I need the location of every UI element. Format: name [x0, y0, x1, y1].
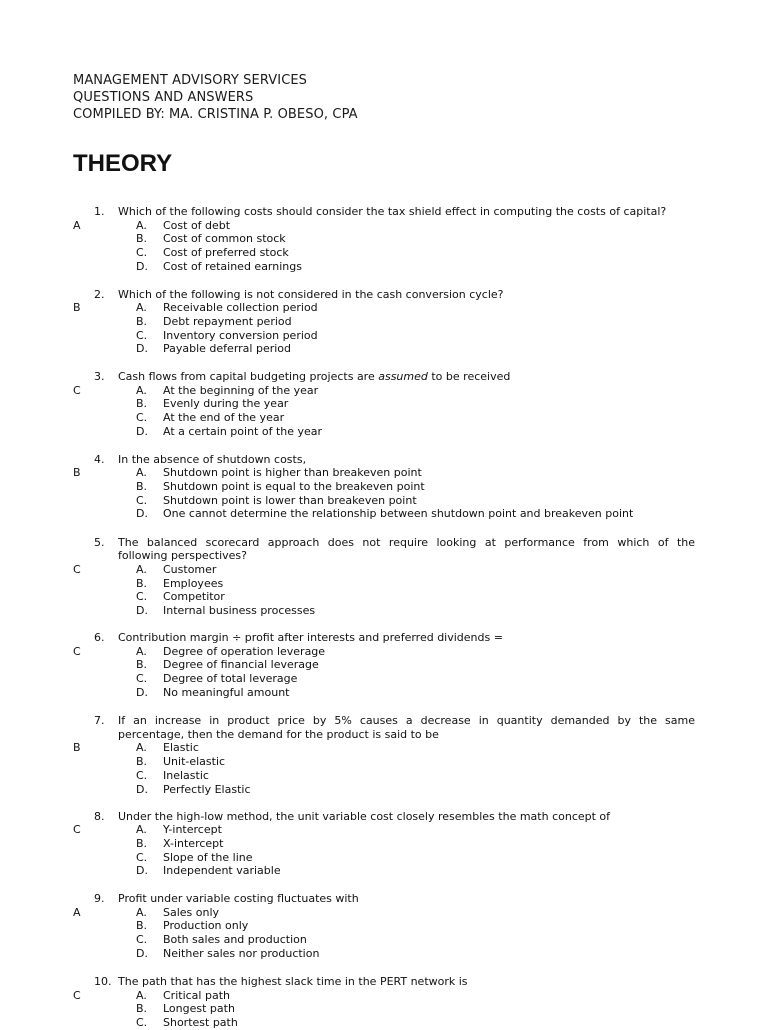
- question-stem: In the absence of shutdown costs,: [118, 452, 307, 466]
- option-text: Competitor: [163, 590, 225, 604]
- question-number: 9.: [94, 892, 105, 905]
- question-stem: Contribution margin ÷ profit after interests and preferred dividends =: [118, 631, 503, 644]
- option-letter: B.: [136, 314, 148, 328]
- question-stem: Profit under variable costing fluctuates with: [118, 892, 359, 905]
- option-text: Receivable collection period: [163, 301, 318, 315]
- option-letter: D.: [136, 782, 148, 796]
- option-letter: D.: [136, 424, 148, 438]
- option-letter: D.: [136, 946, 148, 960]
- option-letter: B.: [136, 479, 148, 493]
- option-letter: A.: [136, 383, 147, 397]
- option-text: Cost of debt: [163, 218, 231, 232]
- question-stem-text: Cash flows from capital budgeting projects are: [118, 370, 379, 383]
- option-letter: B.: [136, 576, 148, 590]
- option-text: Shortest path: [163, 1016, 238, 1030]
- option-text: No meaningful amount: [163, 685, 290, 699]
- question-number: 2.: [94, 287, 105, 301]
- option-letter: D.: [136, 685, 148, 699]
- option-letter: B.: [136, 836, 148, 850]
- option-text: Evenly during the year: [163, 397, 289, 411]
- answer-key: B: [73, 301, 81, 315]
- option-letter: C.: [136, 850, 148, 864]
- doc-header-line-1: MANAGEMENT ADVISORY SERVICES: [73, 73, 308, 88]
- doc-header-line-3: COMPILED BY: MA. CRISTINA P. OBESO, CPA: [73, 107, 358, 122]
- answer-key: C: [73, 988, 81, 1002]
- option-text: Inventory conversion period: [163, 328, 318, 342]
- option-letter: A.: [136, 466, 147, 480]
- question-stem: [118, 714, 695, 741]
- option-text: Cost of preferred stock: [163, 246, 289, 260]
- option-text: Employees: [163, 576, 224, 590]
- question-stem: [118, 536, 695, 563]
- option-text: Critical path: [163, 988, 230, 1002]
- option-letter: B.: [136, 919, 148, 933]
- question-stem-line: following perspectives?: [118, 549, 247, 563]
- option-letter: C.: [136, 328, 148, 342]
- option-text: Longest path: [163, 1002, 235, 1016]
- option-text: Internal business processes: [163, 604, 316, 617]
- option-letter: B.: [136, 658, 148, 672]
- option-text: Degree of financial leverage: [163, 658, 319, 672]
- option-text: Payable deferral period: [163, 342, 292, 356]
- option-letter: D.: [136, 507, 148, 521]
- question-number: 5.: [94, 535, 105, 549]
- answer-key: C: [73, 644, 81, 658]
- option-letter: B.: [136, 755, 148, 769]
- option-text: Degree of total leverage: [163, 672, 298, 686]
- option-text: Shutdown point is higher than breakeven point: [163, 466, 422, 480]
- option-letter: C.: [136, 672, 148, 686]
- question-number: 10.: [94, 975, 112, 988]
- option-letter: C.: [136, 768, 148, 782]
- option-text: Shutdown point is equal to the breakeven point: [163, 479, 425, 493]
- option-text: Inelastic: [163, 768, 209, 782]
- option-text: At a certain point of the year: [163, 424, 323, 438]
- question-number: 8.: [94, 809, 105, 823]
- section-title: THEORY: [73, 150, 173, 177]
- option-text: Debt repayment period: [163, 314, 292, 328]
- option-letter: A.: [136, 741, 147, 755]
- answer-key: B: [73, 741, 81, 755]
- question-stem-text: to be received: [427, 370, 511, 383]
- option-letter: C.: [136, 493, 148, 507]
- option-letter: C.: [136, 246, 148, 260]
- question-stem-emphasis: assumed: [378, 370, 428, 383]
- question-stem: [118, 370, 695, 384]
- question-stem: Which of the following is not considered in the cash conversion cycle?: [118, 287, 504, 301]
- option-letter: A.: [136, 905, 147, 919]
- question-stem: Under the high-low method, the unit variable cost closely resembles the math concept of: [118, 809, 611, 823]
- answer-key: C: [73, 823, 81, 837]
- option-text: Unit-elastic: [163, 755, 226, 769]
- option-text: Y-intercept: [163, 823, 222, 837]
- option-text: Degree of operation leverage: [163, 644, 326, 658]
- option-text: At the beginning of the year: [163, 383, 319, 397]
- option-text: One cannot determine the relationship between shutdown point and breakeven point: [163, 507, 634, 521]
- option-letter: D.: [136, 259, 148, 273]
- option-letter: D.: [136, 342, 148, 356]
- answer-key: C: [73, 383, 81, 397]
- option-text: X-intercept: [163, 836, 224, 850]
- option-letter: A.: [136, 823, 147, 837]
- option-text: Neither sales nor production: [163, 946, 320, 960]
- answer-key: A: [73, 218, 81, 232]
- option-letter: A.: [136, 562, 147, 576]
- option-letter: B.: [136, 1002, 148, 1016]
- option-text: Slope of the line: [163, 850, 253, 864]
- question-number: 1.: [94, 205, 105, 218]
- option-letter: C.: [136, 1016, 148, 1030]
- question-stem-line: percentage, then the demand for the product is said to be: [118, 727, 439, 741]
- option-letter: B.: [136, 397, 148, 411]
- answer-key: C: [73, 562, 81, 576]
- question-number: 6.: [94, 631, 105, 644]
- question-number: 3.: [94, 370, 105, 383]
- option-letter: C.: [136, 411, 148, 425]
- option-letter: D.: [136, 604, 148, 617]
- question-stem: Which of the following costs should consider the tax shield effect in computing the costs of capital?: [118, 205, 667, 218]
- doc-header-line-2: QUESTIONS AND ANSWERS: [73, 90, 254, 105]
- option-letter: A.: [136, 301, 147, 315]
- question-stem-line: The balanced scorecard approach does not require looking at performance from which of the: [118, 535, 695, 549]
- answer-key: B: [73, 466, 81, 480]
- question-number: 4.: [94, 452, 105, 466]
- option-text: Independent variable: [163, 864, 281, 878]
- option-text: Cost of common stock: [163, 232, 286, 246]
- option-text: At the end of the year: [163, 411, 285, 425]
- question-stem-line: If an increase in product price by 5% causes a decrease in quantity demanded by the same: [118, 714, 695, 727]
- option-letter: A.: [136, 218, 147, 232]
- option-text: Production only: [163, 919, 249, 933]
- option-letter: A.: [136, 988, 147, 1002]
- option-text: Customer: [163, 562, 217, 576]
- question-stem: The path that has the highest slack time in the PERT network is: [118, 975, 468, 988]
- option-text: Both sales and production: [163, 933, 307, 947]
- option-text: Perfectly Elastic: [163, 782, 251, 796]
- question-number: 7.: [94, 714, 105, 727]
- option-letter: B.: [136, 232, 148, 246]
- answer-key: A: [73, 905, 81, 919]
- option-letter: C.: [136, 590, 148, 604]
- option-text: Shutdown point is lower than breakeven point: [163, 493, 417, 507]
- option-letter: D.: [136, 864, 148, 878]
- option-text: Sales only: [163, 905, 220, 919]
- option-letter: A.: [136, 644, 147, 658]
- option-letter: C.: [136, 933, 148, 947]
- option-text: Elastic: [163, 741, 199, 755]
- option-text: Cost of retained earnings: [163, 259, 302, 273]
